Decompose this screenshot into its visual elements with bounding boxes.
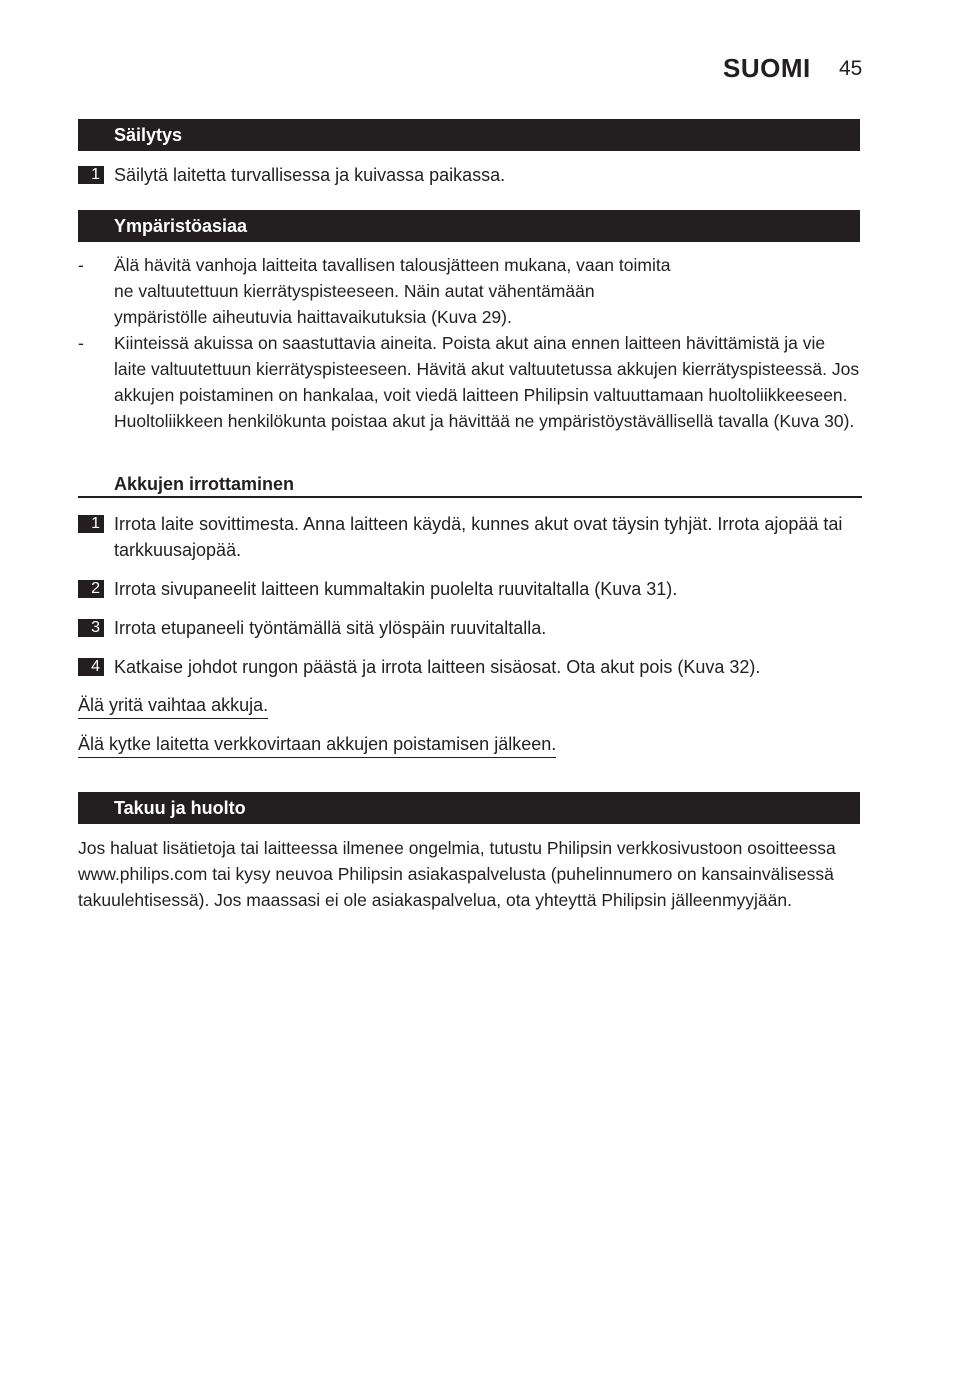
warning-note: Älä kytke laitetta verkkovirtaan akkujen poistamisen jälkeen. [78,732,556,758]
step-text: Irrota sivupaneelit laitteen kummaltakin puolelta ruuvitaltalla (Kuva 31). [114,579,678,599]
removal-step [78,654,862,680]
removal-subheading [78,474,862,498]
removal-step [78,576,862,602]
environment-heading: Ympäristöasiaa [114,216,248,236]
bullet-dash: - [78,333,84,353]
step-number: 1 [78,515,104,533]
storage-heading: Säilytys [114,125,183,145]
step-number: 1 [78,166,104,184]
step-text: Säilytä laitetta turvallisessa ja kuivassa paikassa. [114,165,506,185]
warning-note: Älä yritä vaihtaa akkuja. [78,693,268,719]
page-number: 45 [839,57,863,80]
removal-step [78,615,862,641]
warranty-paragraph: Jos haluat lisätietoja tai laitteessa ilmenee ongelmia, tutustu Philipsin verkkosivustoon osoitteessa www.philips.com tai kysy neuvoa Philipsin asiakaspalvelusta (puhelinnumero on kansainvälisessä takuulehtisessä). Jos maassasi ei ole asiakaspalvelua, ota yhteyttä Philipsin jälleenmyyjään. [78,838,836,910]
warranty-heading: Takuu ja huolto [114,798,246,818]
storage-heading-bar [78,119,860,151]
step-text: Irrota etupaneeli työntämällä sitä ylöspäin ruuvitaltalla. [114,618,547,638]
section-language-title: SUOMI [723,53,811,83]
step-number: 3 [78,619,104,637]
bullet-text: Älä hävitä vanhoja laitteita tavallisen talousjätteen mukana, vaan toimita ne valtuutettuun kierrätyspisteeseen. Näin autat vähentämään ympäristölle aiheutuvia haittavaikutuksia (Kuva 29). [114,255,671,327]
removal-heading: Akkujen irrottaminen [114,474,295,494]
bullet-dash: - [78,255,84,275]
environment-heading-bar [78,210,860,242]
step-text: Irrota laite sovittimesta. Anna laitteen käydä, kunnes akut ovat täysin tyhjät. Irrota ajopää tai tarkkuusajopää. [114,514,843,560]
step-number: 2 [78,580,104,598]
environment-bullet [78,252,862,330]
storage-step [78,162,862,188]
environment-bullet [78,330,862,434]
step-number: 4 [78,658,104,676]
step-text: Katkaise johdot rungon päästä ja irrota laitteen sisäosat. Ota akut pois (Kuva 32). [114,657,761,677]
removal-step [78,511,862,563]
warranty-heading-bar [78,792,860,824]
bullet-text: Kiinteissä akuissa on saastuttavia aineita. Poista akut aina ennen laitteen hävittämistä ja vie laite valtuutettuun kierrätyspisteeseen. Hävitä akut valtuutetussa akkujen kierrätyspisteessä. Jos akkujen poistaminen on hankalaa, voit viedä laitteen Philipsin valtuuttamaan huoltoliikkeeseen. Huoltoliikkeen henkilökunta poistaa akut ja hävittää ne ympäristöystävällisellä tavalla (Kuva 30). [114,333,860,431]
